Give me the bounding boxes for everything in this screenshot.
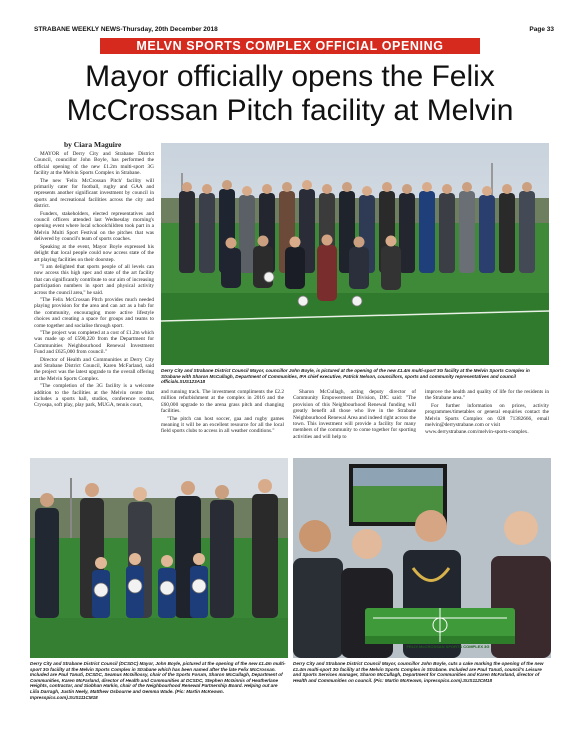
paragraph: "The pitch can host soccer, gaa and rugby games meaning it will be an excellent resource for all the local field sports clubs to access in all weather conditions." bbox=[161, 415, 284, 435]
main-photo-image bbox=[161, 143, 549, 365]
main-photo-caption: Derry City and Strabane District Council Mayor, councillor John Boyle, is pictured at the opening of the new £1.4m multi-sport 3G facility at the Melvin Sports Complex in Strabane with Sharon McCullagh, Department of Communities, IFA chief executive, Patrick Nelson, councillors, sports and community representatives and council officials.SUS123A18 bbox=[161, 368, 530, 385]
paragraph: "The Felix McCrossan Pitch provides much needed playing provision for the area and can act as a hub for the community, encouraging more active lifestyle choices and creating a space for groups and teams to come together and socialise through sport. bbox=[34, 296, 154, 329]
paragraph: The new 'Felix McCrossan Pitch' facility will primarily cater for football, rugby and GAA and represents another significant investment by council in sports and recreational facilities across the city and district. bbox=[34, 177, 154, 210]
bottom-left-photo-image bbox=[30, 458, 288, 658]
paragraph: "The completion of the 3G facility is a welcome addition to the facilities at the Melvin centre that includes a sports hall, studios, conference rooms, Cryospa, soft play, play park, MUGA, tennis court, bbox=[34, 383, 154, 409]
paragraph: Funders, stakeholders, elected representatives and council officers attended last Wednesday morning's opening event where local schoolchildren took part in a Melvin Multi Sport Festival on the pitches that was delivered by council's team of sports coaches. bbox=[34, 210, 154, 243]
paragraph: and running track. The investment compliments the £2.2 million refurbishment at the complex in 2016 and the £60,000 upgrade to the arena grass pitch and changing facilities. bbox=[161, 389, 284, 415]
headline bbox=[34, 60, 546, 128]
byline: by Ciara Maguire bbox=[64, 140, 122, 149]
paragraph: MAYOR of Derry City and Strabane District Council, councillor John Boyle, has performed the official opening of the new £1.2m multi-sport 3G facility at the Melvin Sports Complex in Strabane. bbox=[34, 151, 154, 177]
paragraph: improve the health and quality of life for the residents in the Strabane area." bbox=[425, 389, 549, 402]
bottom-right-photo-image bbox=[293, 458, 551, 658]
bottom-left-photo bbox=[30, 458, 288, 658]
paragraph: Speaking at the event, Mayor Boyle expressed his delight that local people could now access state of the art playing facilities on their doorstep. bbox=[34, 243, 154, 263]
article-column-2 bbox=[161, 389, 284, 436]
bottom-right-photo bbox=[293, 458, 551, 658]
masthead bbox=[34, 26, 554, 36]
bottom-right-caption: Derry City and Strabane District Council Mayor, councillor John Boyle, cuts a cake marking the opening of the new £1.4m multi-sport 3G facility at the Melvin Sports Complex in Strabane. Included are Paul Tanuti, council's Leisure and Sports Services manager, Sharon McCullagh, Department for Communities and Karen McFarland, director of Health and Communities on council. (Pic: Martin McKeown, inpresspics.com).SUS112CM18 bbox=[293, 661, 544, 683]
article-column-1 bbox=[34, 151, 154, 435]
paragraph: Sharon McCullagh, acting deputy director of Community Empowerment Division, DfC said: "The provision of this Neighbourhood Renewal funding will greatly benefit all those who live in the Strabane Neighbourhood Renewal Area and indeed right across the town. This investment will provide a facility for many members of the community to come together for sporting activities and will help to bbox=[293, 389, 416, 440]
paragraph: "The project was completed at a cost of £1.2m which was made up of £590,220 from the Department for Communities Neighbourhood Renewal Investment Fund and £625,000 from council." bbox=[34, 329, 154, 356]
article-column-4 bbox=[425, 389, 549, 437]
section-banner: MELVN SPORTS COMPLEX OFFICIAL OPENING bbox=[100, 38, 480, 54]
cake-lettering: FELIX McCROSSAN SPORTS COMPLEX 3G bbox=[406, 644, 490, 649]
paragraph: www.derrystrabane.com/melvin-sports-complex. bbox=[425, 429, 529, 436]
masthead-paper-date: STRABANE WEEKLY NEWS-Thursday, 20th December 2018 bbox=[34, 26, 218, 33]
masthead-page-number: Page 33 bbox=[529, 26, 554, 33]
bottom-left-caption: Derry City and Strabane District Council (DCSDC) Mayor, John Boyle, pictured at the opening of the new £1.4m multi-sport 3G facility at the Melvin Sports Complex in Strabane which has been named after the late Felix McCrossan. Included are Paul Tanuti, DCSDC, Seamus McGillossy, chair of the Sports Forum, Sharon McCullagh, Department of Communities, Karen McFarland, director of Health and Communities at DCSDC, Stephen McGinnis of Heatherlane Heights, contractor, and Siobhan Harkin, chair of the Neighbourhood Renewal Partnership Board. Helping out are Lilia Darragh, Justin Neely, Matthew Osbourne and Gemma Wade. (Pic: Martin McKeown. Inpresspics.com).SUS111CM18 bbox=[30, 661, 286, 700]
paragraph: Director of Health and Communities at Derry City and Strabane District Council, Karen McFarland, said the project was the latest upgrade to the overall offering at the Melvin Sports Complex. bbox=[34, 356, 154, 382]
article-column-3 bbox=[293, 389, 416, 441]
headline-line-1: Mayor officially opens the Felix bbox=[85, 60, 495, 93]
main-group-photo bbox=[161, 143, 549, 365]
headline-line-2: McCrossan Pitch facility at Melvin bbox=[66, 94, 514, 127]
paragraph: "I am delighted that sports people of all levels can now access this high spec and state of the art facility that can significantly contribute to our aim of increasing participation numbers in sport and physical activity across the council area," he said. bbox=[34, 263, 154, 296]
paragraph: For further information on prices, activity programmes/timetables or general enquiries contact the Melvin Sports Complex on 028 71382666, email melvin@derrystrabane.com or visit bbox=[425, 402, 549, 429]
